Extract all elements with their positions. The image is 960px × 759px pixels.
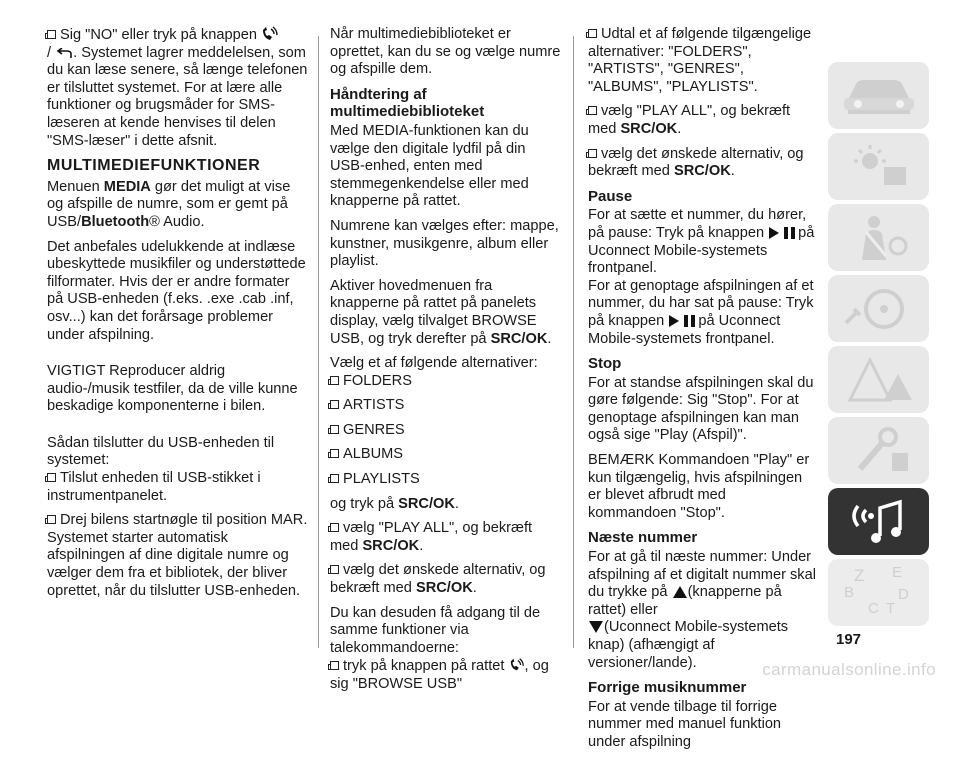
up-arrow-icon: [672, 585, 688, 599]
menu-paragraph: Aktiver hovedmenuen fra knapperne på rattet på panelets display, vælg tilvalget BROWSE USB, og tryk derefter på SRC/OK.: [330, 277, 552, 347]
tab-emergency[interactable]: [828, 346, 929, 413]
bullet-icon: [47, 515, 56, 524]
library-paragraph: Når multimediebiblioteket er oprettet, kan du se og vælge numre og afspille dem.: [330, 26, 561, 78]
tab-maintenance[interactable]: [828, 417, 929, 484]
steering-wheel-icon: [840, 283, 918, 335]
bullet-icon: [330, 425, 339, 434]
tab-safety[interactable]: [828, 204, 929, 271]
road-warning-icon: [840, 354, 918, 406]
voice-command-icon: [261, 26, 279, 42]
list-item: FOLDERS: [330, 373, 563, 391]
list-item: Drej bilens startnøgle til position MAR. Systemet starter automatisk afspilningen af dine digitale numre og vælger dem fra et bibliotek, der bliver oprettet, når du tilslutter USB-enheden.: [47, 512, 308, 599]
watermark: carmanualsonline.info: [762, 660, 936, 679]
index-letter: D: [898, 586, 909, 603]
list-item: GENRES: [330, 422, 563, 440]
heading-pause: Pause: [588, 187, 633, 205]
heading-previous: Forrige musiknummer: [588, 679, 747, 697]
list-item: vælg "PLAY ALL", og bekræft med SRC/OK.: [330, 520, 533, 554]
bullet-icon: [47, 473, 56, 482]
warning-paragraph: VIGTIGT Reproducer aldrig audio-/musik testfiler, da de ville kunne beskadige komponenterne i bilen.: [47, 363, 298, 415]
bullet-icon: [588, 106, 597, 115]
column-1: [47, 26, 309, 607]
car-icon: [840, 70, 918, 122]
tab-index[interactable]: [828, 559, 929, 626]
voice-command-icon: [509, 657, 525, 673]
stop-paragraph: For at standse afspilningen skal du gøre følgende: Sig "Stop". For at genoptage afspilningen kan man også sige "Play (Afspil)".: [588, 374, 814, 444]
resume-paragraph: For at genoptage afspilningen af et nummer, du har sat på pause: Tryk på knappen på Uconnect Mobile-systemets frontpanel.: [588, 277, 814, 347]
bullet-icon: [330, 565, 339, 574]
multimedia-icon: [840, 496, 918, 548]
index-letter: Z: [854, 566, 865, 585]
tab-car[interactable]: [828, 62, 929, 129]
column-3: [588, 26, 818, 759]
column-2: [330, 26, 563, 701]
column-divider: [573, 36, 574, 648]
bullet-icon: [330, 661, 339, 670]
index-letter: B: [844, 584, 855, 601]
play-pause-icon: [668, 314, 698, 328]
bullet-icon: [330, 474, 339, 483]
warning-lights-icon: [840, 141, 918, 193]
bullet-icon: [330, 449, 339, 458]
bullet-icon: [330, 376, 339, 385]
subheading: Håndtering af multimediebiblioteket: [330, 85, 485, 121]
wrench-icon: [840, 425, 918, 477]
list-item: tryk på knappen på rattet , og sig "BROWSE USB": [330, 658, 549, 692]
column-divider: [318, 36, 319, 648]
index-letters-icon: [840, 563, 918, 619]
heading-next: Næste nummer: [588, 529, 698, 547]
selection-paragraph: Numrene kan vælges efter: mappe, kunstner, musikgenre, album eller playlist.: [330, 217, 559, 270]
usb-intro-paragraph: Sådan tilslutter du USB-enheden til systemet:: [47, 434, 275, 469]
list-item: ARTISTS: [330, 397, 563, 415]
heading-stop: Stop: [588, 355, 622, 373]
press-text: og tryk på SRC/OK.: [330, 495, 459, 512]
choose-paragraph: Vælg et af følgende alternativer:: [330, 355, 538, 372]
pause-paragraph: For at sætte et nummer, du hører, på pause: Tryk på knappen på Uconnect Mobile-systemets frontpanel.: [588, 207, 815, 277]
previous-paragraph: For at vende tilbage til forrige nummer med manuel funktion under afspilning: [588, 698, 782, 750]
tab-driving[interactable]: [828, 275, 929, 342]
list-item: vælg det ønskede alternativ, og bekræft med SRC/OK.: [330, 562, 546, 597]
list-item: Tilslut enheden til USB-stikket i instrumentpanelet.: [47, 470, 261, 504]
index-letter: C: [868, 600, 879, 617]
index-letter: T: [886, 600, 896, 617]
sms-paragraph: Sig "NO" eller tryk på knappen / . Systemet lagrer meddelelsen, som du kan læse senere, så længe telefonen er tilsluttet systemet. For at lære alle funktioner og brugsmåder for SMS-læseren at kende henvises til delen "SMS-læser" i dette afsnit.: [47, 27, 308, 149]
list-item: PLAYLISTS: [330, 471, 563, 489]
tab-multimedia[interactable]: [828, 488, 929, 555]
next-paragraph: For at gå til næste nummer: Under afspilning af et digitalt nummer skal du trykke på (knapperne på rattet) eller (Uconnect Mobile-systemets knap) (afhængigt af versioner/lande).: [588, 549, 816, 671]
bullet-icon: [47, 30, 56, 39]
section-title: MULTIMEDIEFUNKTIONER: [47, 157, 261, 175]
bullet-icon: [588, 149, 597, 158]
back-arrow-icon: [55, 48, 73, 60]
list-item: Udtal et af følgende tilgængelige alternativer: "FOLDERS", "ARTISTS", "GENRES", "ALBUMS", "PLAYLISTS".: [588, 26, 812, 95]
seatbelt-icon: [840, 212, 918, 264]
index-letter: E: [892, 564, 903, 581]
list-item: vælg "PLAY ALL", og bekræft med SRC/OK.: [588, 103, 791, 137]
down-arrow-icon: [588, 620, 604, 634]
tab-warning-lights[interactable]: [828, 133, 929, 200]
play-pause-icon: [768, 226, 798, 240]
list-item: ALBUMS: [330, 446, 563, 464]
page-number: 197: [836, 631, 862, 648]
bullet-icon: [330, 400, 339, 409]
media-paragraph: Menuen MEDIA gør det muligt at vise og afspille de numre, som er gemt på USB/Bluetooth® Audio.: [47, 178, 291, 230]
note-paragraph: BEMÆRK Kommandoen "Play" er kun tilgængelig, hvis afspilningen er blevet afbrudt med kommandoen "Stop".: [588, 452, 810, 521]
voice-paragraph: Du kan desuden få adgang til de samme funktioner via talekommandoerne:: [330, 604, 541, 656]
filetype-paragraph: Det anbefales udelukkende at indlæse ubeskyttede musikfiler og understøttede filformater. Hvis der er andre formater på USB-enheden (f.eks. .exe .cab .inf, osv...) kan det forårsage problemer under afspilning.: [47, 238, 306, 343]
media-function-paragraph: Med MEDIA-funktionen kan du vælge den digitale lydfil på din USB-enhed, enten med stemmegenkendelse eller med knapperne på rattet.: [330, 122, 529, 210]
bullet-icon: [330, 523, 339, 532]
list-item: vælg det ønskede alternativ, og bekræft med SRC/OK.: [588, 145, 804, 180]
bullet-icon: [588, 29, 597, 38]
chapter-tabs: [828, 62, 933, 630]
